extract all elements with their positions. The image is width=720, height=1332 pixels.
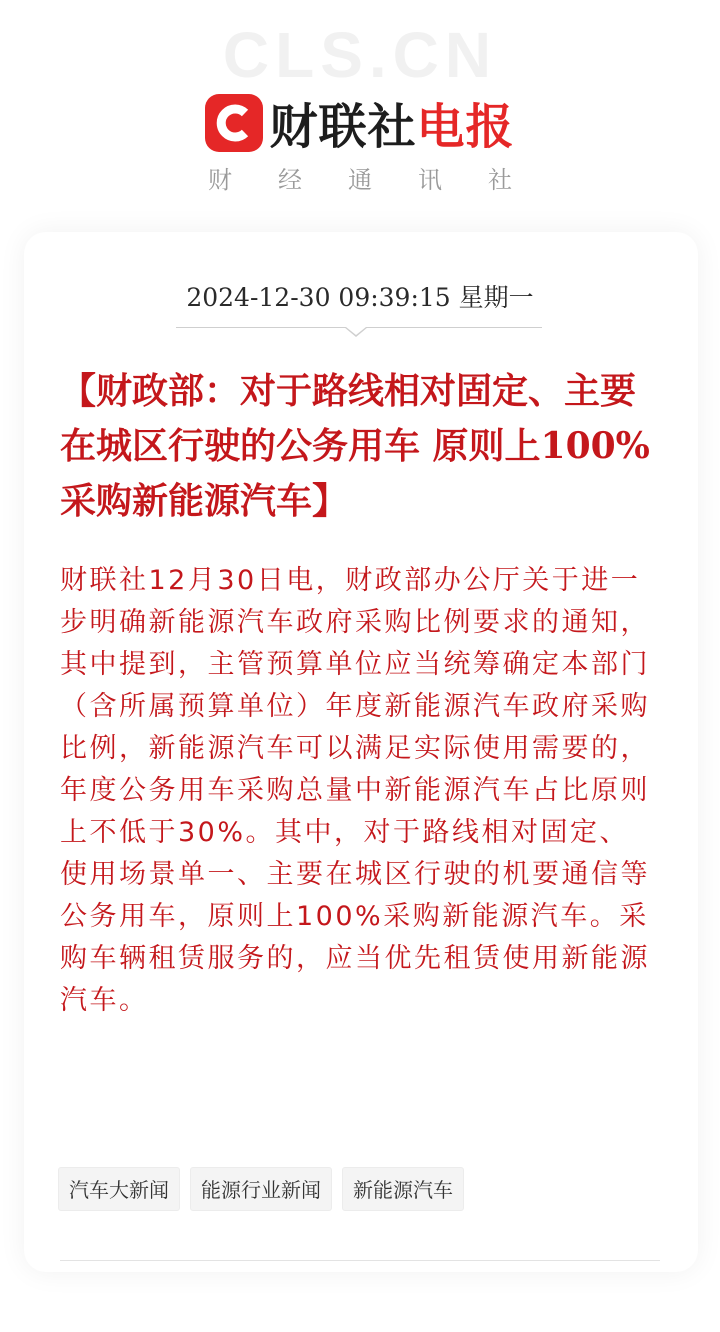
subtitle-char: 通 (348, 166, 372, 194)
brand-name: 财联社 (269, 99, 417, 155)
c-logo-icon (205, 94, 263, 152)
publish-datetime: 2024-12-30 09:39:15 星期一 (186, 283, 534, 312)
brand-subtitle (0, 160, 720, 195)
tag-list (58, 1167, 464, 1211)
watermark-text: CLS.CN (222, 19, 498, 91)
article-body: 财联社12月30日电，财政部办公厅关于进一步明确新能源汽车政府采购比例要求的通知，其中提到，主管预算单位应当统筹确定本部门（含所属预算单位）年度新能源汽车政府采购比例，新能源汽车可以满足实际使用需要的，年度公务用车采购总量中新能源汽车占比原则上不低于30%。其中，对于路线相对固定、使用场景单一、主要在城区行驶的机要通信等公务用车，原则上100%采购新能源汽车。采购车辆租赁服务的，应当优先租赁使用新能源汽车。 (60, 565, 650, 1016)
subtitle-char: 财 (208, 166, 232, 194)
brand-suffix: 电报 (416, 99, 515, 155)
subtitle-char: 经 (278, 166, 302, 194)
tag-item[interactable]: 新能源汽车 (342, 1167, 464, 1211)
article-headline: 【财政部：对于路线相对固定、主要在城区行驶的公务用车 原则上100%采购新能源汽车】 (60, 370, 650, 522)
tag-item[interactable]: 汽车大新闻 (58, 1167, 180, 1211)
subtitle-char: 社 (488, 166, 512, 194)
brand-logo (0, 88, 720, 157)
subtitle-char: 讯 (418, 166, 442, 194)
tag-item[interactable]: 能源行业新闻 (190, 1167, 332, 1211)
bottom-divider (60, 1260, 660, 1261)
